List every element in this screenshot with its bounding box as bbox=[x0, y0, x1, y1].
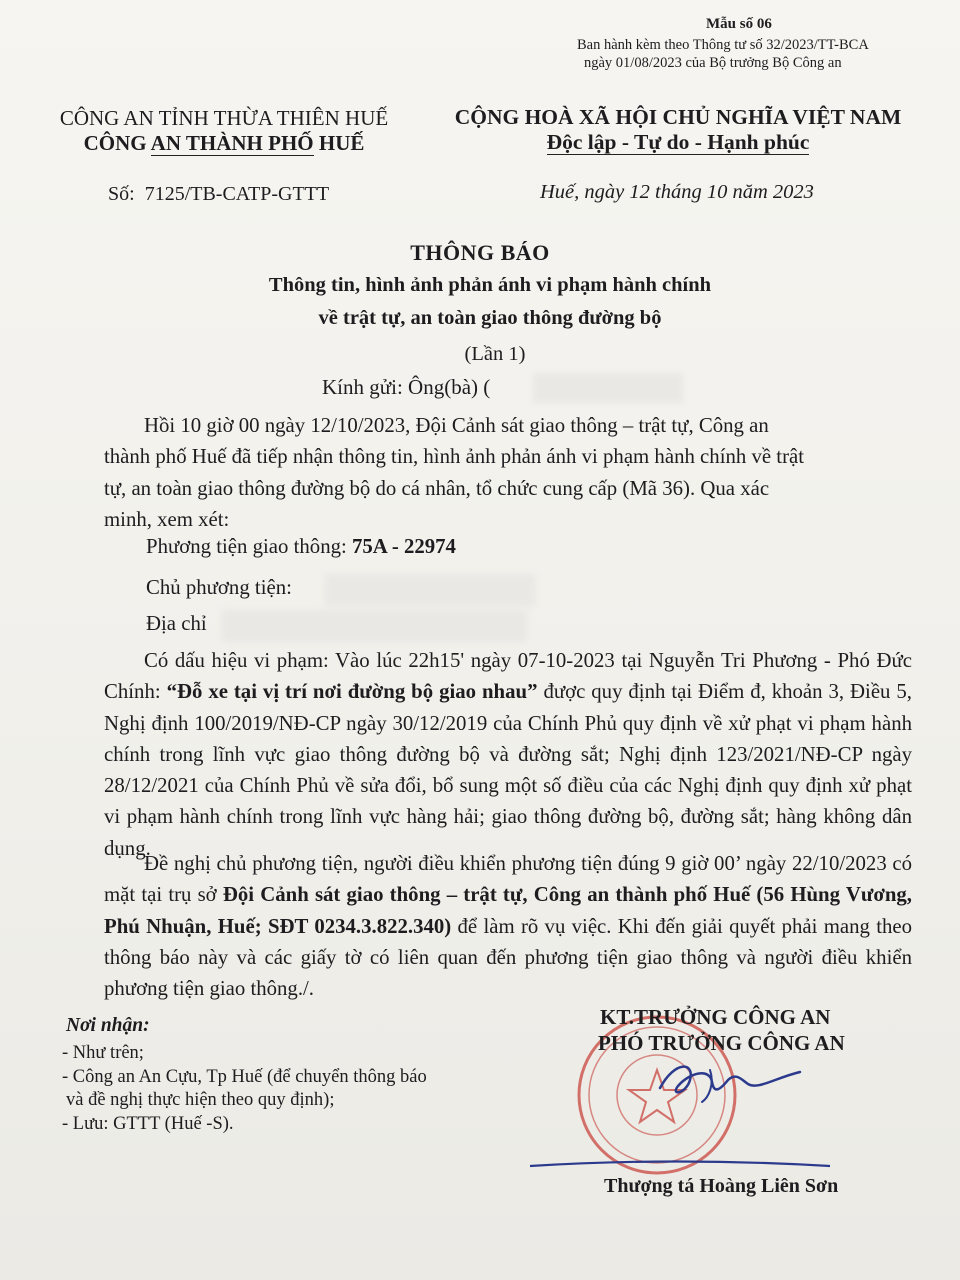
request-office: Đội Cảnh sát giao thông – trật tự, Công an thành phố Huế (56 Hùng Vương, Phú Nhuận, Huế; SĐT 0234.3.822.340) bbox=[104, 883, 912, 938]
owner-label bbox=[146, 576, 292, 600]
address-label: Địa chỉ bbox=[146, 612, 207, 635]
vehicle-plate: 75A - 22974 bbox=[351, 535, 456, 558]
agency-line-1: CÔNG AN TỈNH THỪA THIÊN HUẾ bbox=[59, 106, 389, 130]
notice-round: (Lần 1) bbox=[464, 343, 526, 365]
form-note-1: Ban hành kèm theo Thông tư số 32/2023/TT-BCA bbox=[577, 37, 869, 53]
document-title: THÔNG BÁO bbox=[410, 240, 550, 265]
recipient-3: - Lưu: GTTT (Huế -S). bbox=[62, 1114, 234, 1134]
recipient-2-cont: và đề nghị thực hiện theo quy định); bbox=[66, 1090, 335, 1110]
p1-line-1: Hồi 10 giờ 00 ngày 12/10/2023, Đội Cảnh sát giao thông – trật tự, Công an bbox=[144, 414, 769, 437]
document-date: Huế, ngày 12 tháng 10 năm 2023 bbox=[540, 181, 814, 203]
request-lead: Đề nghị chủ phương tiện, người điều khiển phương tiện đúng 9 giờ 00’ ngày 22/10/2023 có mặt tại trụ sở bbox=[104, 852, 912, 907]
signer-name: Thượng tá Hoàng Liên Sơn bbox=[604, 1175, 839, 1197]
nation-line-2 bbox=[438, 130, 918, 155]
form-note-2: ngày 01/08/2023 của Bộ trưởng Bộ Công an bbox=[584, 55, 842, 71]
addressee: Kính gửi: Ông(bà) ( bbox=[322, 375, 491, 399]
vehicle-label: Phương tiện giao thông: bbox=[146, 535, 352, 558]
violation-lead: Có dấu hiệu vi phạm: Vào lúc 22h15' ngày 07-10-2023 tại Nguyễn Tri Phương - Phó Đức Chính: bbox=[104, 649, 912, 704]
document-number-value: 7125/TB-CATP-GTTT bbox=[144, 183, 330, 205]
p1-line-3: tự, an toàn giao thông đường bộ do cá nhân, tổ chức cung cấp (Mã 36). Qua xác bbox=[104, 476, 770, 500]
agency-line-2-post: HUẾ bbox=[313, 131, 365, 155]
document-subtitle-1: Thông tin, hình ảnh phản ánh vi phạm hành chính bbox=[268, 274, 712, 296]
recipient-2: - Công an An Cựu, Tp Huế (để chuyển thông báo bbox=[62, 1067, 427, 1087]
signature-title-2: PHÓ TRƯỞNG CÔNG AN bbox=[598, 1031, 845, 1055]
redacted-address bbox=[222, 610, 527, 642]
document-subtitle-2: về trật tự, an toàn giao thông đường bộ bbox=[318, 307, 662, 329]
form-number: Mẫu số 06 bbox=[706, 16, 772, 32]
paragraph-violation bbox=[104, 645, 912, 864]
agency-line-2-pre: CÔNG bbox=[83, 131, 151, 155]
nation-line-1: CỘNG HOÀ XÃ HỘI CHỦ NGHĨA VIỆT NAM bbox=[454, 105, 902, 129]
paragraph-1 bbox=[104, 410, 910, 535]
agency-line-2 bbox=[34, 131, 414, 156]
agency-line-2-underlined: AN THÀNH PHỐ bbox=[150, 131, 314, 155]
handwritten-signature bbox=[650, 1050, 810, 1110]
signature-title-1: KT.TRƯỞNG CÔNG AN bbox=[600, 1005, 831, 1029]
document-number-label: Số: bbox=[108, 183, 135, 205]
redacted-owner bbox=[325, 574, 535, 606]
owner-label-text: Chủ phương tiện: bbox=[146, 576, 292, 599]
redacted-addressee bbox=[533, 373, 683, 403]
motto: Độc lập - Tự do - Hạnh phúc bbox=[546, 130, 810, 154]
violation-description: “Đỗ xe tại vị trí nơi đường bộ giao nhau” bbox=[166, 680, 538, 704]
paragraph-request bbox=[104, 848, 912, 1004]
document-number bbox=[108, 183, 329, 206]
violation-legal-basis: được quy định tại Điểm đ, khoản 3, Điều 5, Nghị định 100/2019/NĐ-CP ngày 30/12/2019 của Chính Phủ quy định về xử phạt vi phạm hành chính trong lĩnh vực giao thông đường bộ và đường sắt; Nghị định 123/2021/NĐ-CP ngày 28/12/2021 của Chính Phủ về sửa đổi, bổ sung một số điều của các Nghị định quy định xử phạt vi phạm hành chính trong lĩnh vực hàng hải; giao thông đường bộ, đường sắt; hàng không dân dụng. bbox=[104, 680, 912, 860]
recipient-1: - Như trên; bbox=[62, 1043, 144, 1063]
recipients-title: Nơi nhận: bbox=[66, 1015, 150, 1036]
vehicle-field bbox=[146, 535, 456, 559]
request-rest: để làm rõ vụ việc. Khi đến giải quyết phải mang theo thông báo này và các giấy tờ có liên quan đến phương tiện giao thông và người điều khiển phương tiện giao thông./. bbox=[104, 914, 912, 1001]
p1-line-4: minh, xem xét: bbox=[104, 507, 230, 531]
p1-line-2: thành phố Huế đã tiếp nhận thông tin, hình ảnh phản ánh vi phạm hành chính về trật bbox=[104, 445, 805, 469]
